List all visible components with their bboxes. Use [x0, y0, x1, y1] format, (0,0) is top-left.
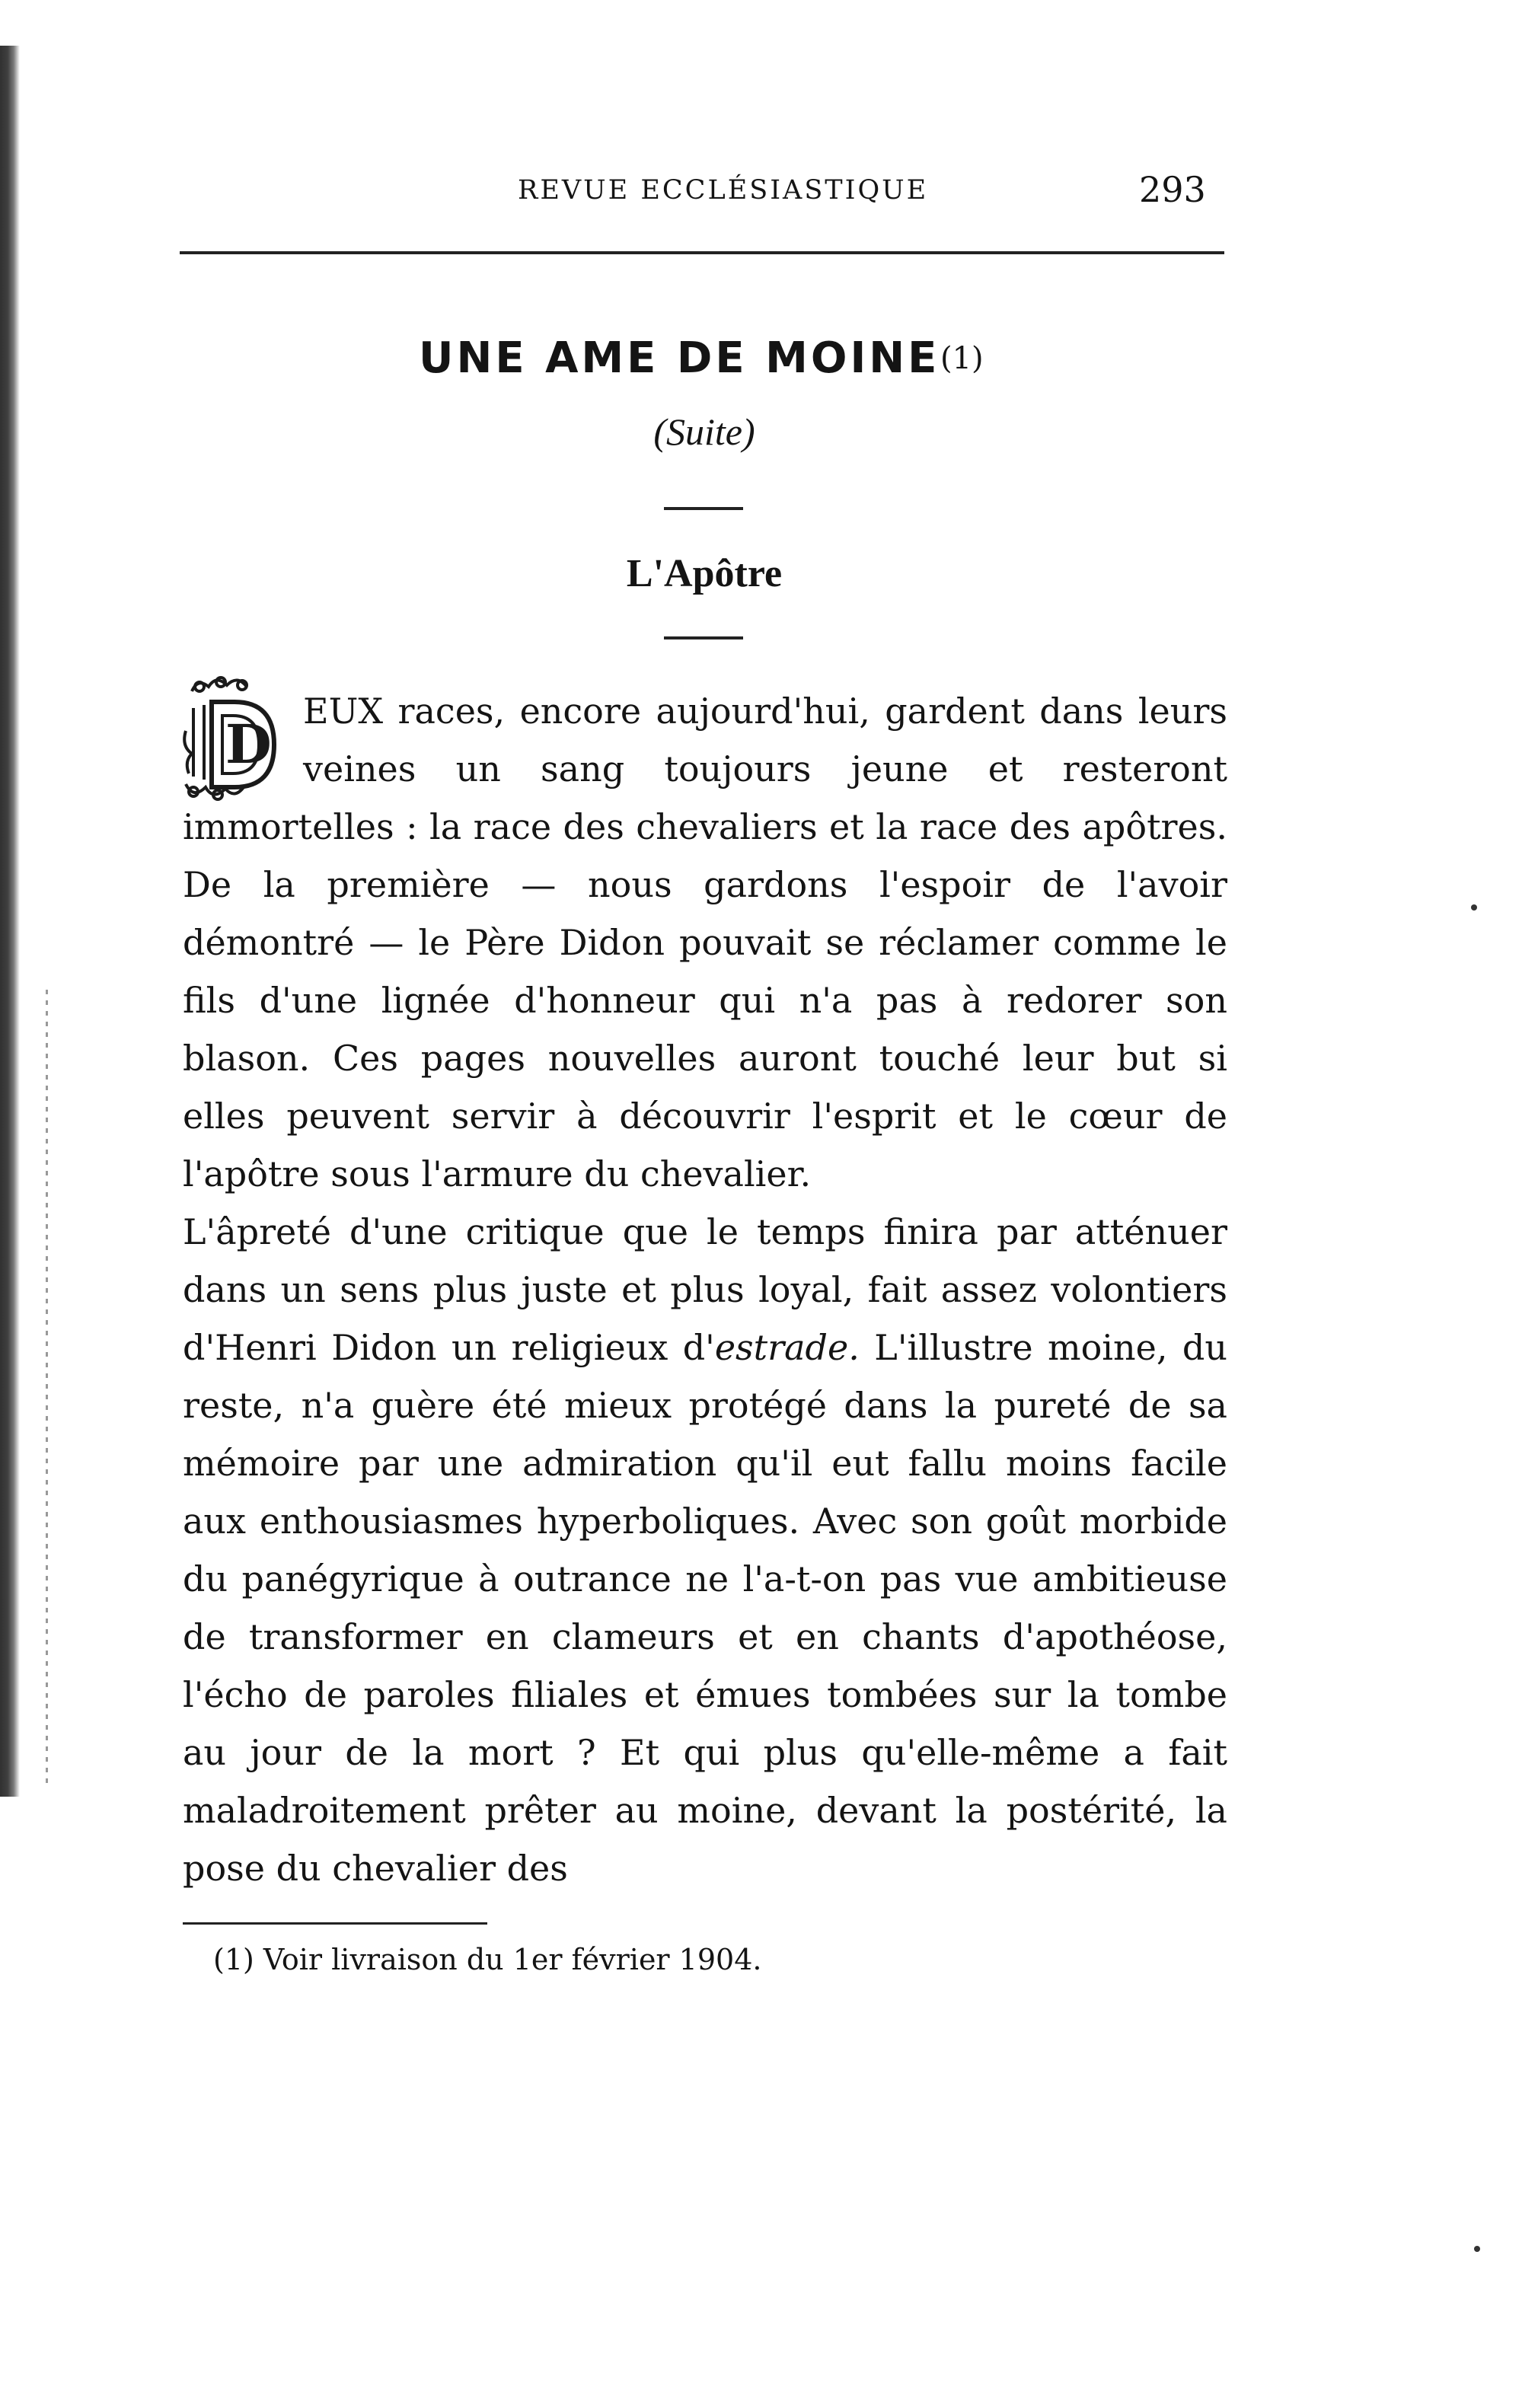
- header-rule: [180, 251, 1224, 254]
- footnote-rule: [183, 1922, 487, 1925]
- drop-cap-space: [183, 682, 303, 798]
- title-footnote-marker: (1): [940, 341, 984, 376]
- print-speck: [1474, 2246, 1480, 2252]
- paragraph-2-text-start: L'âpreté d'une critique que le temps finira par atténuer dans un sens plus juste et plus loyal, fait assez volontiers d'Henri Didon un religieux d': [183, 1211, 1227, 1368]
- section-rule-top: [664, 507, 743, 510]
- page-binding-shadow: [46, 990, 48, 1789]
- section-title: L'Apôtre: [626, 552, 783, 595]
- article-subtitle: (Suite): [653, 410, 755, 453]
- paragraph-2: [183, 1203, 1227, 1897]
- paragraph-1: [183, 682, 1227, 1203]
- print-speck: [1471, 904, 1477, 911]
- running-head: REVUE ECCLÉSIASTIQUE: [518, 175, 929, 206]
- page-binding-edge: [0, 46, 20, 1797]
- footnote: (1) Voir livraison du 1er février 1904.: [213, 1943, 762, 1976]
- paragraph-1-text: EUX races, encore aujourd'hui, gardent dans leurs veines un sang toujours jeune et resteront immortelles : la race des chevaliers et la race des apôtres. De la première — nous gardons l'espoir de l'avoir démontré — le Père Didon pouvait se réclamer comme le fils d'une lignée d'honneur qui n'a pas à redorer son blason. Ces pages nouvelles auront touché leur but si elles peuvent servir à découvrir l'esprit et le cœur de l'apôtre sous l'armure du chevalier.: [183, 691, 1227, 1194]
- paragraph-2-text-end: L'illustre moine, du reste, n'a guère été mieux protégé dans la pureté de sa mémoire par une admiration qu'il eut fallu moins facile aux enthousiasmes hyperboliques. Avec son goût morbide du panégyrique à outrance ne l'a-t-on pas vue ambitieuse de transformer en clameurs et en chants d'apothéose, l'écho de paroles filiales et émues tombées sur la tombe au jour de la mort ? Et qui plus qu'elle-même a fait maladroitement prêter au moine, devant la postérité, la pose du chevalier des: [183, 1327, 1227, 1889]
- section-rule-bottom: [664, 636, 743, 639]
- page-number: 293: [1139, 169, 1206, 210]
- article-title: UNE AME DE MOINE: [419, 333, 940, 383]
- paragraph-2-italic-word: estrade.: [714, 1327, 860, 1368]
- drop-cap-letter: D: [225, 713, 272, 776]
